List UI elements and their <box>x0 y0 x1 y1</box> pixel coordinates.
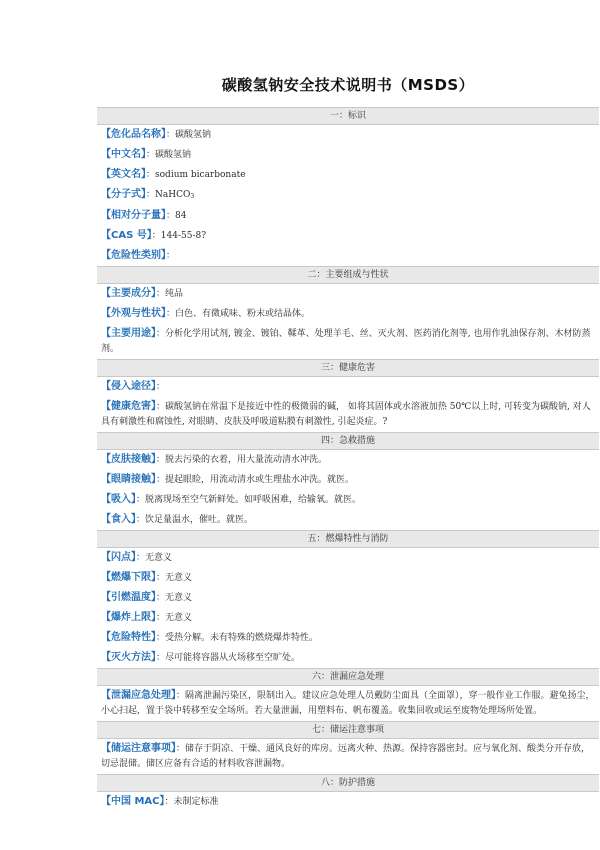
field-row <box>97 739 599 774</box>
field-value: sodium bicarbonate <box>155 170 246 180</box>
field-row <box>97 686 599 721</box>
field-label: 【储运注意事项】 <box>101 743 176 754</box>
field-separator: ： <box>156 633 166 643</box>
field-value: 尽可能将容器从火场移至空旷处。 <box>165 653 301 663</box>
field-separator: ： <box>146 170 156 180</box>
field-separator: ： <box>164 797 174 807</box>
field-separator: ： <box>156 382 166 392</box>
field-value: 脱去污染的衣着，用大量流动清水冲洗。 <box>165 455 328 465</box>
field-row <box>97 648 599 668</box>
section-composition <box>97 266 599 359</box>
field-label: 【CAS 号】 <box>101 230 152 241</box>
field-separator: ： <box>156 593 166 603</box>
field-separator: ： <box>146 190 156 200</box>
field-label: 【危化品名称】 <box>101 129 166 140</box>
field-separator: ： <box>166 309 176 319</box>
formula-subscript: 3 <box>190 193 195 200</box>
field-value: 储存于阴凉、干燥、通风良好的库房。远离火种、热源。保持容器密封。应与氧化剂、酸类分开存放，切忌混储。储区应备有合适的材料收容泄漏物。 <box>101 744 591 769</box>
section-identification <box>97 107 599 266</box>
field-value: 分析化学用试剂, 镀金、镀铂、鞣革、处理羊毛、丝、灭火剂、医药消化剂等, 也用作乳油保存剂、木材防蒸剂。 <box>101 329 591 354</box>
field-label: 【分子式】 <box>101 189 146 200</box>
field-separator: ： <box>156 653 166 663</box>
section-fire-explosion <box>97 530 599 668</box>
field-label: 【吸入】 <box>101 494 136 505</box>
document-title: 碳酸氢钠安全技术说明书（MSDS） <box>221 76 475 94</box>
field-separator: ： <box>166 130 176 140</box>
section-header: 八：防护措施 <box>97 774 599 792</box>
field-value: 144-55-8? <box>160 231 207 241</box>
field-row <box>97 397 599 432</box>
field-label: 【中文名】 <box>101 149 146 160</box>
field-value: 无意义 <box>165 593 193 603</box>
field-separator: ： <box>156 613 166 623</box>
field-value: 无意义 <box>145 553 173 563</box>
field-separator: ： <box>146 150 156 160</box>
field-label: 【主要用途】 <box>101 328 156 339</box>
field-label: 【侵入途径】 <box>101 381 156 392</box>
field-row <box>97 628 599 648</box>
field-label: 【危险性类别】 <box>101 250 166 261</box>
field-value: 脱离现场至空气新鲜处。如呼吸困难，给输氧。就医。 <box>145 495 362 505</box>
field-row <box>97 246 599 266</box>
field-row <box>97 470 599 490</box>
field-row <box>97 304 599 324</box>
field-value: 碳酸氢钠 <box>175 130 212 140</box>
field-label: 【燃爆下限】 <box>101 572 156 583</box>
field-row <box>97 185 599 206</box>
field-value: 无意义 <box>165 573 193 583</box>
field-separator: ： <box>176 744 186 754</box>
field-row <box>97 324 599 359</box>
field-separator: ： <box>136 515 146 525</box>
field-value: 未制定标准 <box>173 797 219 807</box>
field-label: 【主要成分】 <box>101 288 156 299</box>
field-value: 碳酸氢钠 <box>155 150 192 160</box>
section-storage-transport <box>97 721 599 774</box>
field-separator: ： <box>156 289 166 299</box>
field-separator: ： <box>156 475 166 485</box>
field-row <box>97 125 599 145</box>
section-header: 二：主要组成与性状 <box>97 266 599 284</box>
msds-document <box>97 0 599 812</box>
field-row <box>97 145 599 165</box>
field-label: 【英文名】 <box>101 169 146 180</box>
field-label: 【外观与性状】 <box>101 308 166 319</box>
field-label: 【食入】 <box>101 514 136 525</box>
field-value: 隔离泄漏污染区，限制出入。建议应急处理人员戴防尘面具（全面罩），穿一般作业工作服。避免扬尘，小心扫起，置于袋中转移至安全场所。若大量泄漏，用塑料布、帆布覆盖。收集回收或运至废物处理场所处置。 <box>101 691 595 716</box>
field-row <box>97 510 599 530</box>
field-label: 【灭火方法】 <box>101 652 156 663</box>
section-first-aid <box>97 432 599 530</box>
section-header: 七：储运注意事项 <box>97 721 599 739</box>
field-separator: ： <box>136 495 146 505</box>
field-value: 无意义 <box>165 613 193 623</box>
field-row <box>97 608 599 628</box>
field-row <box>97 490 599 510</box>
field-separator: ： <box>156 455 166 465</box>
field-label: 【皮肤接触】 <box>101 454 156 465</box>
field-label: 【爆炸上限】 <box>101 612 156 623</box>
section-spill-response <box>97 668 599 721</box>
field-value: 纯品 <box>165 289 184 299</box>
field-row <box>97 568 599 588</box>
section-health-hazard <box>97 359 599 432</box>
section-header: 四：急救措施 <box>97 432 599 450</box>
field-value: 白色、有微咸味、粉末或结晶体。 <box>175 309 311 319</box>
field-separator: ： <box>151 231 161 241</box>
section-header: 一：标识 <box>97 107 599 125</box>
field-label: 【健康危害】 <box>101 401 156 412</box>
section-header: 六：泄漏应急处理 <box>97 668 599 686</box>
field-row <box>97 548 599 568</box>
field-separator: ： <box>166 211 176 221</box>
field-label: 【危险特性】 <box>101 632 156 643</box>
field-value: 84 <box>175 211 187 221</box>
field-row <box>97 792 599 812</box>
section-header: 三：健康危害 <box>97 359 599 377</box>
field-label: 【相对分子量】 <box>101 210 166 221</box>
field-label: 【泄漏应急处理】 <box>101 690 176 701</box>
field-row <box>97 206 599 226</box>
field-separator: ： <box>156 402 166 412</box>
field-label: 【中国 MAC】 <box>101 796 165 807</box>
field-label: 【眼睛接触】 <box>101 474 156 485</box>
section-header: 五：燃爆特性与消防 <box>97 530 599 548</box>
field-label: 【闪点】 <box>101 552 136 563</box>
field-row <box>97 284 599 304</box>
field-row <box>97 226 599 246</box>
field-row <box>97 165 599 185</box>
field-value: 饮足量温水，催吐。就医。 <box>145 515 254 525</box>
field-label: 【引燃温度】 <box>101 592 156 603</box>
field-value: 提起眼睑，用流动清水或生理盐水冲洗。就医。 <box>165 475 355 485</box>
field-separator: ： <box>156 573 166 583</box>
field-value: 受热分解。未有特殊的燃烧爆炸特性。 <box>165 633 319 643</box>
field-separator: ： <box>156 329 166 339</box>
section-protection <box>97 774 599 812</box>
field-row <box>97 377 599 397</box>
field-value: 碳酸氢钠在常温下是接近中性的极微弱的碱， 如将其固体或水溶液加热 50℃以上时, 可转变为碳酸钠, 对人具有刺激性和腐蚀性, 对眼睛、皮肤及呼吸道粘膜有刺激性, 引起炎症。? <box>101 402 591 427</box>
formula-main: NaHCO <box>155 190 191 200</box>
field-separator: ： <box>166 251 176 261</box>
field-row <box>97 450 599 470</box>
field-separator: ： <box>176 691 186 701</box>
field-row <box>97 588 599 608</box>
field-separator: ： <box>136 553 146 563</box>
